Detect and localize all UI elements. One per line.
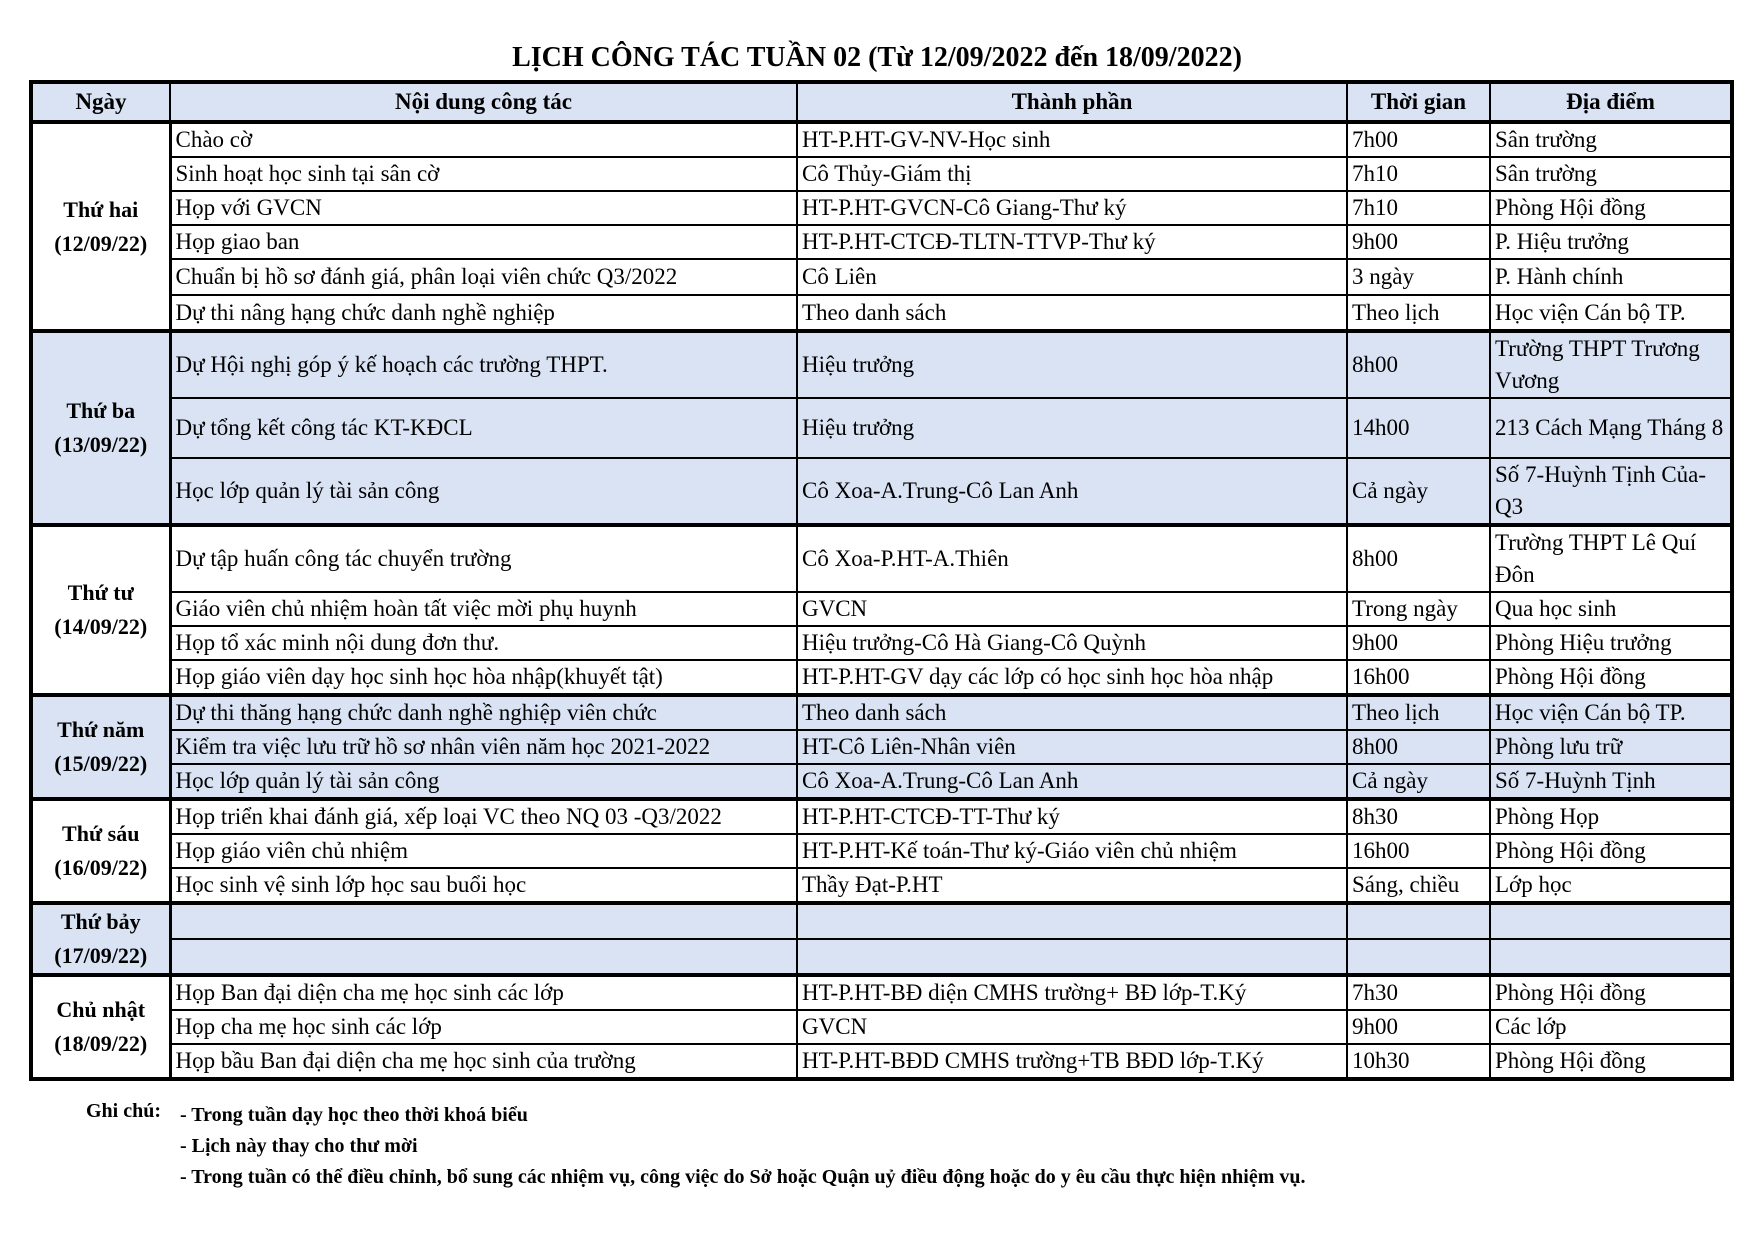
participants-cell: Thầy Đạt-P.HT (797, 868, 1347, 903)
note-item: - Lịch này thay cho thư mời (180, 1135, 418, 1157)
time-cell: 9h00 (1347, 626, 1490, 660)
header-day: Ngày (31, 82, 170, 122)
table-row (31, 259, 1732, 295)
participants-cell: HT-P.HT-Kế toán-Thư ký-Giáo viên chủ nhiệm (797, 834, 1347, 868)
time-cell: 3 ngày (1347, 259, 1490, 295)
location-cell: Sân trường (1490, 122, 1732, 157)
time-cell: 7h30 (1347, 975, 1490, 1010)
day-date: (14/09/22) (54, 614, 148, 639)
participants-cell: Theo danh sách (797, 695, 1347, 730)
location-cell: Học viện Cán bộ TP. (1490, 695, 1732, 730)
content-cell: Họp Ban đại diện cha mẹ học sinh các lớp (170, 975, 797, 1010)
participants-cell: Hiệu trưởng (797, 398, 1347, 458)
table-row (31, 799, 1732, 834)
location-cell: Phòng Hội đồng (1490, 660, 1732, 695)
participants-cell: HT-Cô Liên-Nhân viên (797, 730, 1347, 764)
table-row (31, 1044, 1732, 1079)
location-cell: Học viện Cán bộ TP. (1490, 295, 1732, 331)
participants-cell: Hiệu trưởng (797, 331, 1347, 398)
table-row (31, 157, 1732, 191)
location-cell: 213 Cách Mạng Tháng 8 (1490, 398, 1732, 458)
content-cell: Dự Hội nghị góp ý kế hoạch các trường THPT. (170, 331, 797, 398)
table-row (31, 834, 1732, 868)
day-name: Thứ ba (66, 398, 136, 423)
content-cell: Giáo viên chủ nhiệm hoàn tất việc mời phụ huynh (170, 592, 797, 626)
content-cell (170, 939, 797, 975)
content-cell: Họp giáo viên chủ nhiệm (170, 834, 797, 868)
day-name: Chủ nhật (56, 997, 146, 1022)
location-cell: Trường THPT Lê Quí Đôn (1490, 525, 1732, 592)
content-cell: Chào cờ (170, 122, 797, 157)
location-cell: Phòng Hội đồng (1490, 834, 1732, 868)
day-cell (31, 122, 170, 331)
day-date: (16/09/22) (54, 855, 148, 880)
content-cell: Sinh hoạt học sinh tại sân cờ (170, 157, 797, 191)
day-name: Thứ bảy (60, 909, 141, 934)
participants-cell: Cô Xoa-A.Trung-Cô Lan Anh (797, 764, 1347, 799)
content-cell: Dự tập huấn công tác chuyển trường (170, 525, 797, 592)
content-cell (170, 903, 797, 939)
content-cell: Họp tổ xác minh nội dung đơn thư. (170, 626, 797, 660)
time-cell: 7h10 (1347, 191, 1490, 225)
time-cell: Trong ngày (1347, 592, 1490, 626)
day-date: (15/09/22) (54, 751, 148, 776)
participants-cell: HT-P.HT-CTCĐ-TT-Thư ký (797, 799, 1347, 834)
time-cell: 8h00 (1347, 525, 1490, 592)
day-group (31, 799, 1732, 903)
time-cell: Theo lịch (1347, 695, 1490, 730)
day-name: Thứ hai (63, 196, 139, 222)
table-row (31, 660, 1732, 695)
day-group (31, 525, 1732, 695)
participants-cell: HT-P.HT-BĐ diện CMHS trường+ BĐ lớp-T.Ký (797, 975, 1347, 1010)
location-cell (1490, 939, 1732, 975)
content-cell: Họp giáo viên dạy học sinh học hòa nhập(khuyết tật) (170, 660, 797, 695)
time-cell (1347, 939, 1490, 975)
participants-cell: Cô Liên (797, 259, 1347, 295)
table-row (31, 626, 1732, 660)
content-cell: Học sinh vệ sinh lớp học sau buổi học (170, 868, 797, 903)
table-row (31, 730, 1732, 764)
table-row (31, 458, 1732, 525)
participants-cell: HT-P.HT-GV dạy các lớp có học sinh học hòa nhập (797, 660, 1347, 695)
participants-cell: HT-P.HT-CTCĐ-TLTN-TTVP-Thư ký (797, 225, 1347, 259)
day-cell (31, 695, 170, 799)
day-date: (13/09/22) (54, 432, 148, 457)
participants-cell: Cô Xoa-P.HT-A.Thiên (797, 525, 1347, 592)
content-cell: Học lớp quản lý tài sản công (170, 764, 797, 799)
time-cell: Theo lịch (1347, 295, 1490, 331)
participants-cell: GVCN (797, 1010, 1347, 1044)
header-row (31, 82, 1732, 122)
day-cell (31, 799, 170, 903)
time-cell: 16h00 (1347, 834, 1490, 868)
content-cell: Dự tổng kết công tác KT-KĐCL (170, 398, 797, 458)
location-cell: Trường THPT Trương Vương (1490, 331, 1732, 398)
header-location: Địa điểm (1490, 82, 1732, 122)
table-row (31, 398, 1732, 458)
participants-cell: GVCN (797, 592, 1347, 626)
participants-cell (797, 903, 1347, 939)
table-row (31, 868, 1732, 903)
participants-cell: HT-P.HT-GVCN-Cô Giang-Thư ký (797, 191, 1347, 225)
table-row (31, 122, 1732, 157)
location-cell: Các lớp (1490, 1010, 1732, 1044)
time-cell: 16h00 (1347, 660, 1490, 695)
time-cell (1347, 903, 1490, 939)
time-cell: 14h00 (1347, 398, 1490, 458)
location-cell: Số 7-Huỳnh Tịnh Của-Q3 (1490, 458, 1732, 525)
day-group (31, 695, 1732, 799)
participants-cell: HT-P.HT-GV-NV-Học sinh (797, 122, 1347, 157)
location-cell: Số 7-Huỳnh Tịnh (1490, 764, 1732, 799)
location-cell: Phòng Hội đồng (1490, 975, 1732, 1010)
content-cell: Chuẩn bị hồ sơ đánh giá, phân loại viên chức Q3/2022 (170, 259, 797, 295)
content-cell: Dự thi thăng hạng chức danh nghề nghiệp viên chức (170, 695, 797, 730)
location-cell: Lớp học (1490, 868, 1732, 903)
table-row (31, 525, 1732, 592)
time-cell: 8h30 (1347, 799, 1490, 834)
day-name: Thứ tư (67, 580, 134, 605)
content-cell: Họp bầu Ban đại diện cha mẹ học sinh của trường (170, 1044, 797, 1079)
table-row (31, 903, 1732, 939)
participants-cell: HT-P.HT-BĐD CMHS trường+TB BĐD lớp-T.Ký (797, 1044, 1347, 1079)
table-row (31, 295, 1732, 331)
table-row (31, 225, 1732, 259)
day-cell (31, 525, 170, 695)
content-cell: Họp triển khai đánh giá, xếp loại VC theo NQ 03 -Q3/2022 (170, 799, 797, 834)
day-name: Thứ sáu (62, 821, 140, 846)
schedule-table (29, 80, 1734, 1081)
participants-cell: Cô Xoa-A.Trung-Cô Lan Anh (797, 458, 1347, 525)
notes-label: Ghi chú: (86, 1100, 162, 1122)
table-row (31, 975, 1732, 1010)
table-row (31, 1010, 1732, 1044)
participants-cell: Cô Thủy-Giám thị (797, 157, 1347, 191)
day-group (31, 331, 1732, 525)
content-cell: Dự thi nâng hạng chức danh nghề nghiệp (170, 295, 797, 331)
day-date: (17/09/22) (54, 943, 148, 968)
time-cell: 9h00 (1347, 225, 1490, 259)
note-item: - Trong tuần dạy học theo thời khoá biểu (180, 1104, 528, 1126)
location-cell: Phòng Họp (1490, 799, 1732, 834)
location-cell: Phòng lưu trữ (1490, 730, 1732, 764)
table-row (31, 695, 1732, 730)
day-group (31, 975, 1732, 1079)
table-row (31, 191, 1732, 225)
location-cell: P. Hiệu trưởng (1490, 225, 1732, 259)
table-row (31, 592, 1732, 626)
time-cell: 7h10 (1347, 157, 1490, 191)
day-group (31, 903, 1732, 975)
time-cell: 8h00 (1347, 730, 1490, 764)
day-cell (31, 903, 170, 975)
day-cell (31, 975, 170, 1079)
location-cell: Qua học sinh (1490, 592, 1732, 626)
content-cell: Họp cha mẹ học sinh các lớp (170, 1010, 797, 1044)
time-cell: 8h00 (1347, 331, 1490, 398)
header-time: Thời gian (1347, 82, 1490, 122)
day-date: (12/09/22) (54, 230, 148, 256)
time-cell: Sáng, chiều (1347, 868, 1490, 903)
location-cell (1490, 903, 1732, 939)
location-cell: Phòng Hội đồng (1490, 1044, 1732, 1079)
day-name: Thứ năm (57, 717, 145, 742)
location-cell: P. Hành chính (1490, 259, 1732, 295)
location-cell: Sân trường (1490, 157, 1732, 191)
time-cell: 10h30 (1347, 1044, 1490, 1079)
participants-cell: Hiệu trưởng-Cô Hà Giang-Cô Quỳnh (797, 626, 1347, 660)
participants-cell: Theo danh sách (797, 295, 1347, 331)
time-cell: 9h00 (1347, 1010, 1490, 1044)
table-row (31, 764, 1732, 799)
time-cell: 7h00 (1347, 122, 1490, 157)
header-participants: Thành phần (797, 82, 1347, 122)
time-cell: Cả ngày (1347, 764, 1490, 799)
participants-cell (797, 939, 1347, 975)
day-cell (31, 331, 170, 525)
content-cell: Họp giao ban (170, 225, 797, 259)
table-row (31, 939, 1732, 975)
note-item: - Trong tuần có thể điều chỉnh, bổ sung các nhiệm vụ, công việc do Sở hoặc Quận uỷ điều động hoặc do y êu cầu thực hiện nhiệm vụ. (180, 1166, 1306, 1188)
header-content: Nội dung công tác (170, 82, 797, 122)
content-cell: Học lớp quản lý tài sản công (170, 458, 797, 525)
day-date: (18/09/22) (54, 1031, 148, 1056)
table-row (31, 331, 1732, 398)
location-cell: Phòng Hiệu trưởng (1490, 626, 1732, 660)
content-cell: Họp với GVCN (170, 191, 797, 225)
day-group (31, 122, 1732, 331)
page-title: LỊCH CÔNG TÁC TUẦN 02 (Từ 12/09/2022 đến 18/09/2022) (512, 42, 1242, 73)
location-cell: Phòng Hội đồng (1490, 191, 1732, 225)
content-cell: Kiểm tra việc lưu trữ hồ sơ nhân viên năm học 2021-2022 (170, 730, 797, 764)
time-cell: Cả ngày (1347, 458, 1490, 525)
